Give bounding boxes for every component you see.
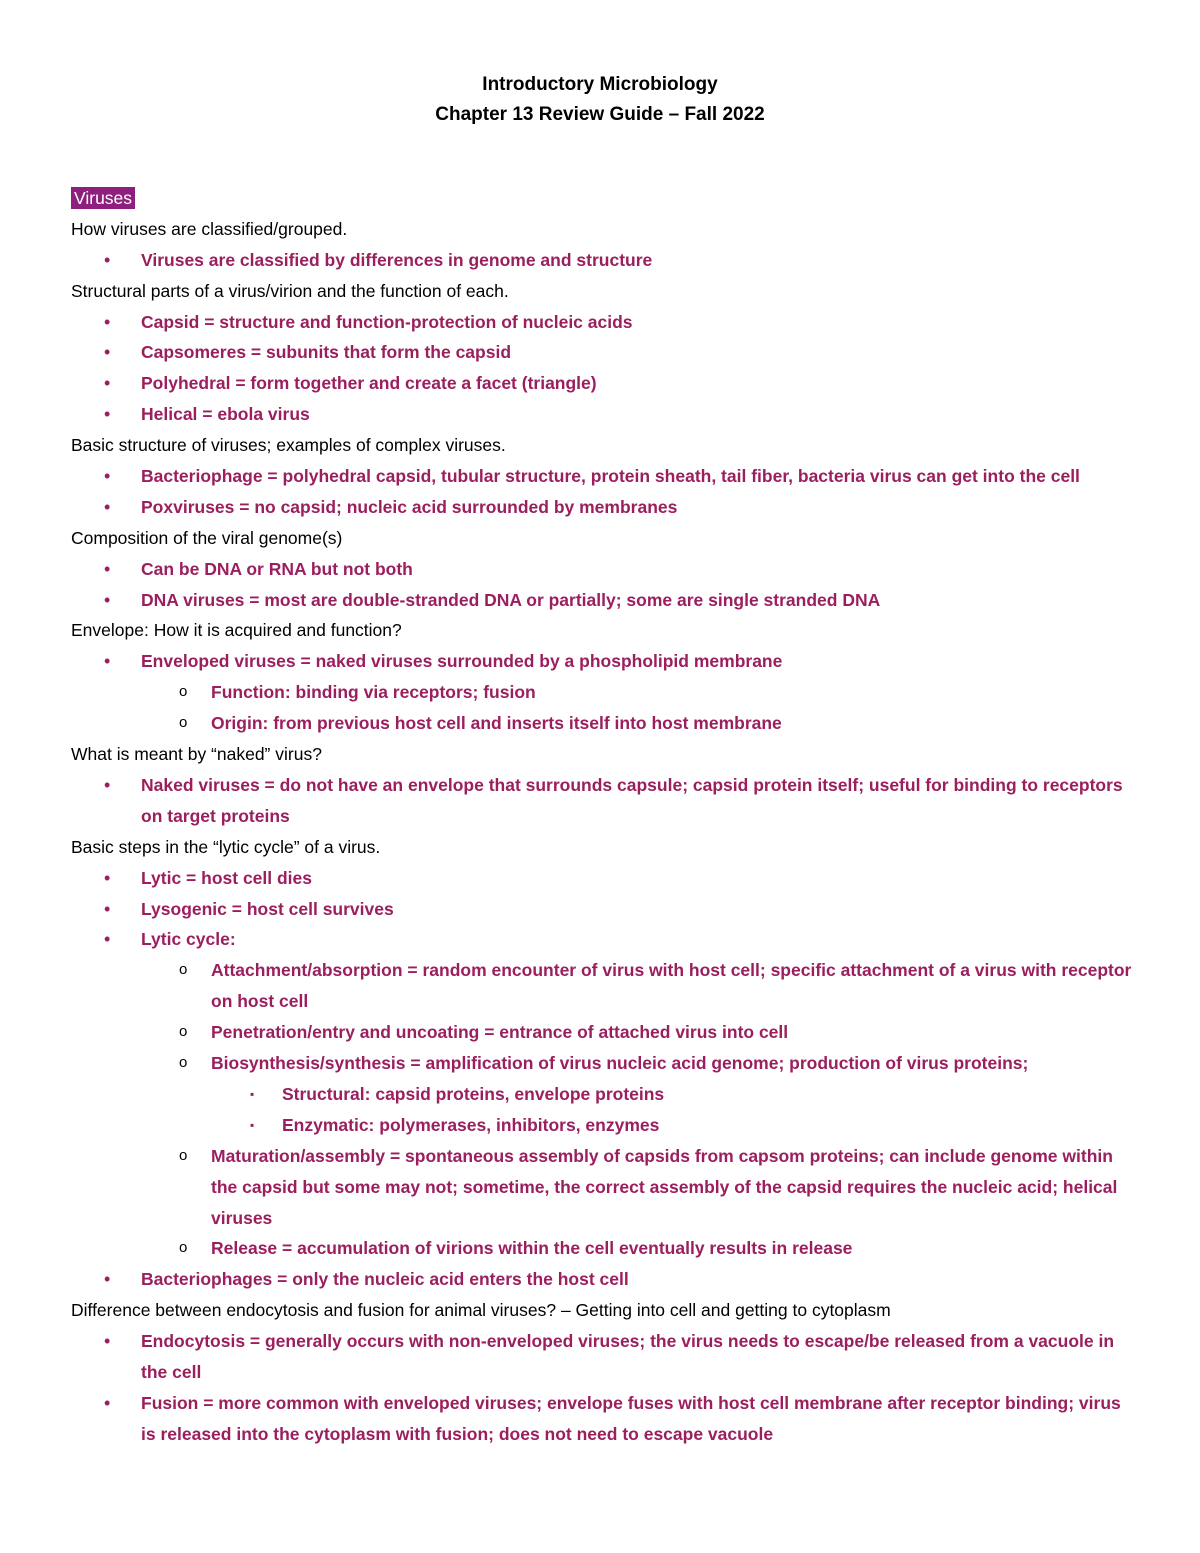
- document-title: Introductory Microbiology: [482, 74, 718, 95]
- question-line: Basic structure of viruses; examples of complex viruses.: [71, 435, 506, 456]
- question-line: Envelope: How it is acquired and function?: [71, 620, 402, 641]
- question-line: Structural parts of a virus/virion and the function of each.: [71, 280, 509, 301]
- bullet-marker: •: [104, 311, 111, 332]
- answer-text: Function: binding via receptors; fusion: [211, 682, 536, 703]
- answer-text: Maturation/assembly = spontaneous assembly of capsids from capsom proteins; can include genome within the capsid but some may not; sometime, the correct assembly of the capsid requires the nucleic acid; helical viruses: [211, 1145, 1118, 1228]
- bullet-marker: •: [104, 1331, 111, 1352]
- square-bullet-marker: ▪: [250, 1086, 255, 1101]
- question-line: Basic steps in the “lytic cycle” of a virus.: [71, 836, 381, 857]
- subbullet-marker: o: [179, 683, 188, 701]
- subbullet-marker: o: [179, 1023, 188, 1041]
- answer-text: Lytic cycle:: [141, 929, 236, 950]
- answer-bullet: [70, 492, 1140, 523]
- answer-bullet: [70, 1326, 1140, 1388]
- answer-subbullet: [70, 677, 1140, 708]
- bullet-marker: •: [104, 929, 111, 950]
- answer-bullet: [70, 1388, 1140, 1450]
- bullet-marker: •: [104, 342, 111, 363]
- bullet-marker: •: [104, 867, 111, 888]
- subbullet-marker: o: [179, 1146, 188, 1164]
- answer-text: Can be DNA or RNA but not both: [141, 558, 413, 579]
- answer-subbullet: [70, 955, 1140, 1017]
- answer-text: Enveloped viruses = naked viruses surrounded by a phospholipid membrane: [141, 651, 783, 672]
- answer-bullet: [70, 863, 1140, 894]
- answer-bullet: [70, 646, 1140, 677]
- answer-text: Fusion = more common with enveloped viruses; envelope fuses with host cell membrane after receptor binding; virus is released into the cytoplasm with fusion; does not need to escape vacuole: [141, 1392, 1121, 1444]
- question-line: How viruses are classified/grouped.: [71, 218, 348, 239]
- answer-text: Naked viruses = do not have an envelope that surrounds capsule; capsid protein itself; useful for binding to receptors on target proteins: [141, 774, 1123, 826]
- answer-bullet: [70, 461, 1140, 492]
- question-line: Difference between endocytosis and fusion for animal viruses? – Getting into cell and getting to cytoplasm: [71, 1300, 891, 1321]
- bullet-marker: •: [104, 404, 111, 425]
- answer-bullet: [70, 1264, 1140, 1295]
- answer-text: Lysogenic = host cell survives: [141, 898, 394, 919]
- answer-text: Enzymatic: polymerases, inhibitors, enzymes: [282, 1114, 660, 1135]
- bullet-marker: •: [104, 774, 111, 795]
- answer-text: Poxviruses = no capsid; nucleic acid surrounded by membranes: [141, 496, 678, 517]
- answer-bullet: [70, 368, 1140, 399]
- bullet-marker: •: [104, 589, 111, 610]
- answer-subbullet: [70, 1017, 1140, 1048]
- answer-subbullet: [70, 1141, 1140, 1234]
- answer-bullet: [70, 245, 1140, 276]
- answer-bullet: [70, 894, 1140, 925]
- answer-text: Capsid = structure and function-protection of nucleic acids: [141, 311, 633, 332]
- subbullet-marker: o: [179, 714, 188, 732]
- answer-text: Penetration/entry and uncoating = entrance of attached virus into cell: [211, 1022, 789, 1043]
- answer-subsubbullet: [70, 1079, 1140, 1110]
- answer-subbullet: [70, 708, 1140, 739]
- answer-text: Attachment/absorption = random encounter of virus with host cell; specific attachment of a virus with receptor on host cell: [211, 960, 1132, 1012]
- subbullet-marker: o: [179, 961, 188, 979]
- answer-bullet: [70, 770, 1140, 832]
- answer-bullet: [70, 585, 1140, 616]
- document-subtitle: Chapter 13 Review Guide – Fall 2022: [435, 104, 765, 125]
- answer-text: Helical = ebola virus: [141, 404, 310, 425]
- answer-text: Lytic = host cell dies: [141, 867, 313, 888]
- question-line: Composition of the viral genome(s): [71, 527, 343, 548]
- answer-text: Biosynthesis/synthesis = amplification of virus nucleic acid genome; production of virus proteins;: [211, 1053, 1029, 1074]
- bullet-marker: •: [104, 1392, 111, 1413]
- answer-bullet: [70, 924, 1140, 955]
- answer-text: Capsomeres = subunits that form the capsid: [141, 342, 512, 363]
- answer-subbullet: [70, 1233, 1140, 1264]
- bullet-marker: •: [104, 496, 111, 517]
- answer-bullet: [70, 337, 1140, 368]
- answer-text: Bacteriophage = polyhedral capsid, tubular structure, protein sheath, tail fiber, bacteria virus can get into the cell: [141, 466, 1080, 487]
- bullet-marker: •: [104, 249, 111, 270]
- section-heading: [70, 183, 1140, 214]
- answer-text: Release = accumulation of virions within the cell eventually results in release: [211, 1238, 853, 1259]
- bullet-marker: •: [104, 898, 111, 919]
- review-content: [70, 183, 1140, 1450]
- bullet-marker: •: [104, 1269, 111, 1290]
- answer-bullet: [70, 554, 1140, 585]
- subbullet-marker: o: [179, 1054, 188, 1072]
- bullet-marker: •: [104, 466, 111, 487]
- answer-text: Endocytosis = generally occurs with non-enveloped viruses; the virus needs to escape/be released from a vacuole in the cell: [141, 1331, 1115, 1382]
- answer-text: DNA viruses = most are double-stranded DNA or partially; some are single stranded DNA: [141, 589, 881, 610]
- answer-text: Polyhedral = form together and create a facet (triangle): [141, 373, 597, 394]
- subbullet-marker: o: [179, 1239, 188, 1257]
- answer-subsubbullet: [70, 1110, 1140, 1141]
- bullet-marker: •: [104, 558, 111, 579]
- bullet-marker: •: [104, 651, 111, 672]
- question-line: What is meant by “naked” virus?: [71, 744, 322, 765]
- section-label-viruses: Viruses: [71, 187, 135, 209]
- answer-text: Structural: capsid proteins, envelope proteins: [282, 1083, 665, 1104]
- answer-bullet: [70, 399, 1140, 430]
- answer-subbullet: [70, 1048, 1140, 1079]
- answer-text: Origin: from previous host cell and inserts itself into host membrane: [211, 713, 782, 734]
- bullet-marker: •: [104, 373, 111, 394]
- answer-text: Bacteriophages = only the nucleic acid enters the host cell: [141, 1269, 629, 1290]
- square-bullet-marker: ▪: [250, 1117, 255, 1132]
- answer-bullet: [70, 307, 1140, 338]
- answer-text: Viruses are classified by differences in genome and structure: [141, 249, 653, 270]
